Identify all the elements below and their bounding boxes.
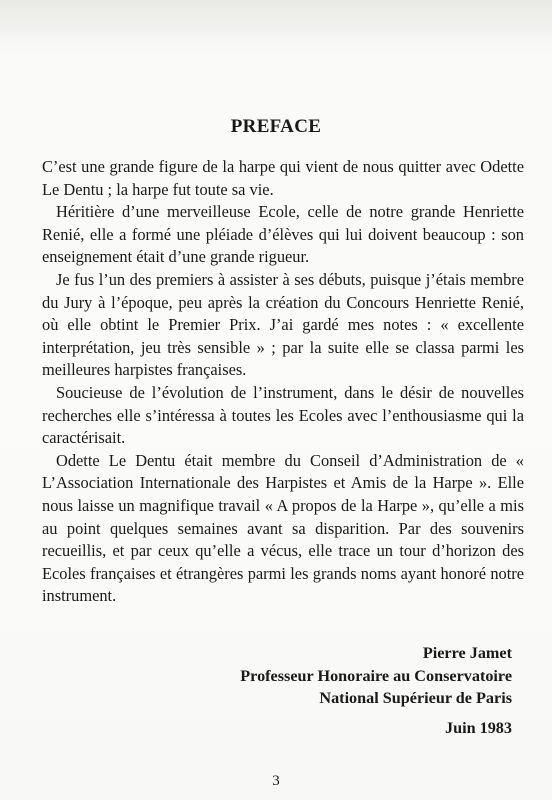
paragraph-3: Je fus l’un des premiers à assister à ses débuts, puisque j’étais membre du Jury à l’époque, peu après la création du Concours Henriette Renié, où elle obtint le Premier Prix. J’ai gardé mes notes : « excellente interprétation, jeu très sensible » ; par la suite elle se classa parmi les meilleures harpistes françaises. <box>42 269 524 380</box>
signature-date: Juin 1983 <box>444 719 512 737</box>
scan-shadow <box>0 0 552 40</box>
page-number: 3 <box>272 773 280 789</box>
signature-name: Pierre Jamet <box>422 644 512 662</box>
page-title: PREFACE <box>230 116 322 137</box>
paragraph-5: Odette Le Dentu était membre du Conseil d’Administration de « L’Association Internationale des Harpistes et Amis de la Harpe ». Elle nous laisse un magnifique travail « A propos de la Harpe », qu’elle a mis au point quelques semaines avant sa disparition. Par des souvenirs recueillis, et par ceux qu’elle a vécus, elle trace un tour d’horizon des Ecoles françaises et étrangères parmi les grands noms ayant honoré notre instrument. <box>42 450 524 606</box>
paragraph-4: Soucieuse de l’évolution de l’instrument, dans le désir de nouvelles recherches elle s’intéressa à toutes les Ecoles avec l’enthousiasme qui la caractérisait. <box>42 382 524 448</box>
signature-title-1: Professeur Honoraire au Conservatoire <box>240 666 512 685</box>
signature-block <box>240 642 512 710</box>
signature-title-2: National Supérieur de Paris <box>319 689 512 708</box>
paragraph-1: C’est une grande figure de la harpe qui vient de nous quitter avec Odette Le Dentu ; la harpe fut toute sa vie. <box>42 157 524 199</box>
preface-body <box>42 156 524 608</box>
paragraph-2: Héritière d’une merveilleuse Ecole, celle de notre grande Henriette Renié, elle a formé une pléiade d’élèves qui lui doivent beaucoup : son enseignement était d’une grande rigueur. <box>42 202 524 267</box>
